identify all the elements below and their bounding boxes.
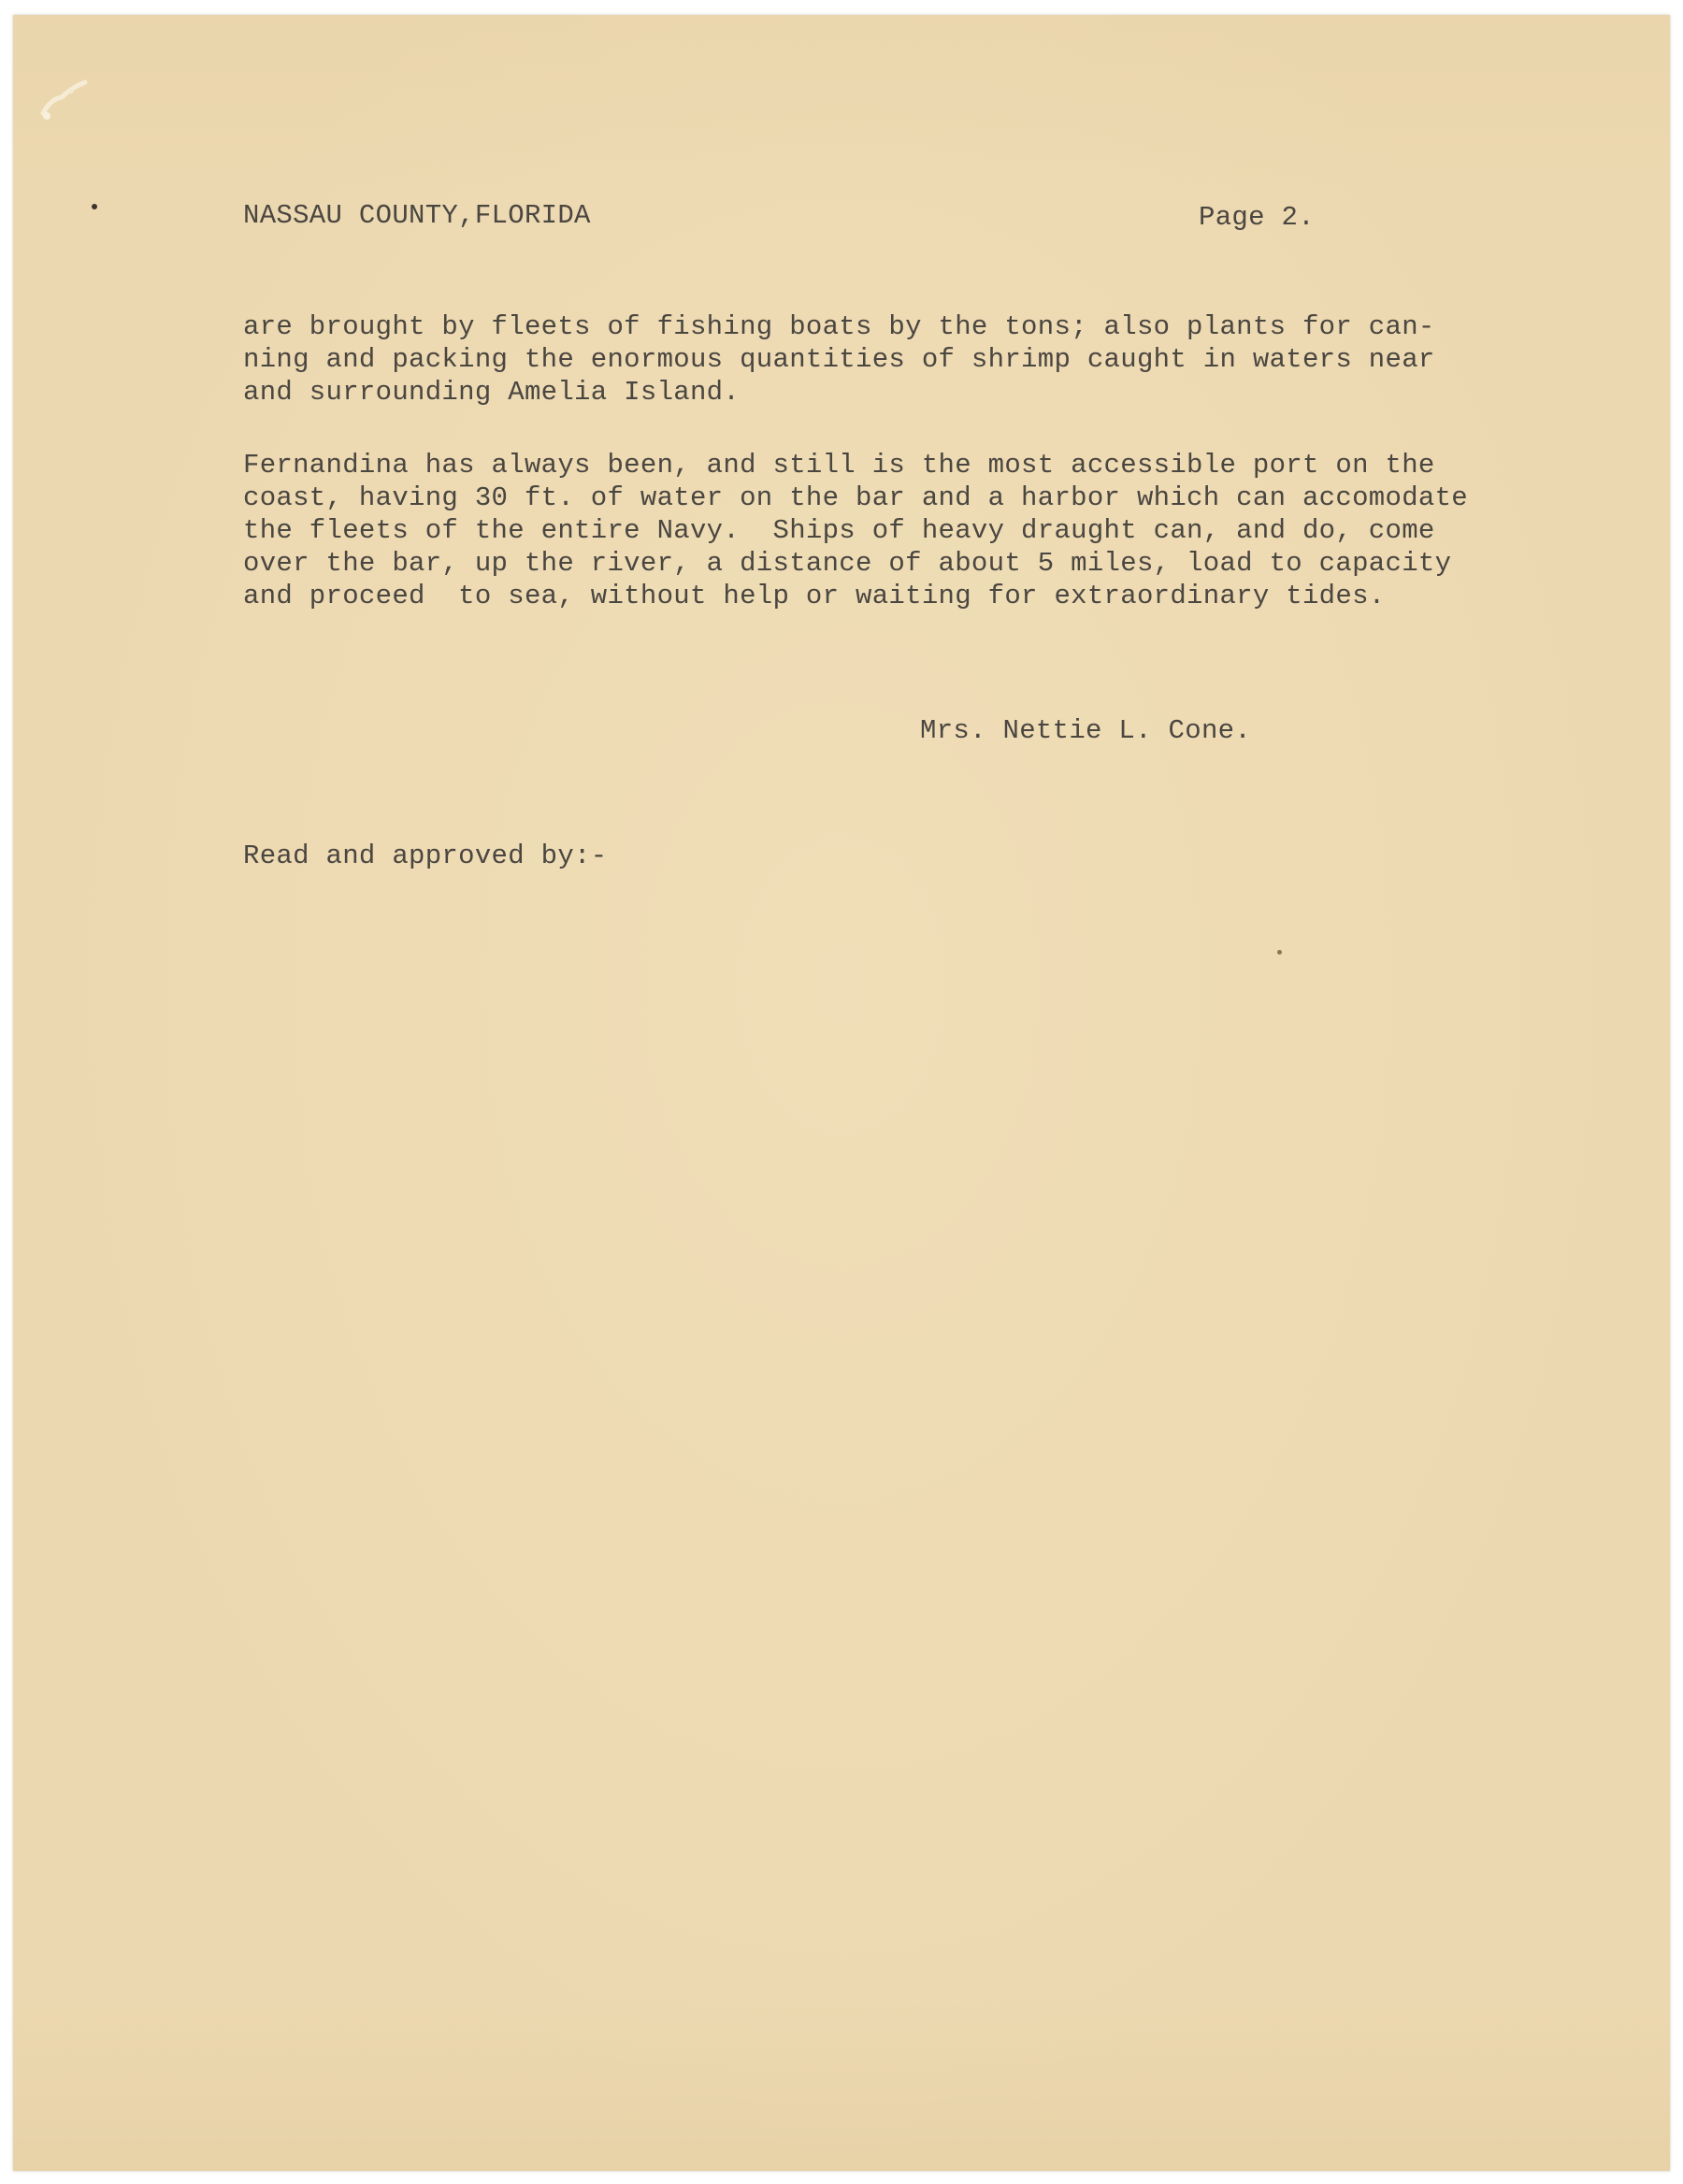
paper-damage-mark xyxy=(34,71,99,127)
paragraph2-line: coast, having 30 ft. of water on the bar and a harbor which can accomodate xyxy=(243,482,1469,513)
author-signature: Mrs. Nettie L. Cone. xyxy=(920,715,1252,746)
paragraph1-line: ning and packing the enormous quantities of shrimp caught in waters near xyxy=(243,344,1435,375)
document-page xyxy=(13,15,1670,2171)
approval-line: Read and approved by:- xyxy=(243,841,608,871)
paragraph2-line: over the bar, up the river, a distance of about 5 miles, load to capacity xyxy=(243,548,1452,579)
paragraph2-line: the fleets of the entire Navy. Ships of heavy draught can, and do, come xyxy=(243,515,1435,546)
paragraph1-line: and surrounding Amelia Island. xyxy=(243,377,741,408)
ink-speck xyxy=(1277,950,1282,955)
paragraph2-line: Fernandina has always been, and still is the most accessible port on the xyxy=(243,450,1435,481)
header-county: NASSAU COUNTY,FLORIDA xyxy=(243,200,591,231)
paragraph2-line: and proceed to sea, without help or waiting for extraordinary tides. xyxy=(243,581,1386,611)
header-page-number: Page 2. xyxy=(1199,202,1315,233)
paragraph1-line: are brought by fleets of fishing boats by the tons; also plants for can- xyxy=(243,311,1435,342)
ink-speck xyxy=(92,204,97,209)
